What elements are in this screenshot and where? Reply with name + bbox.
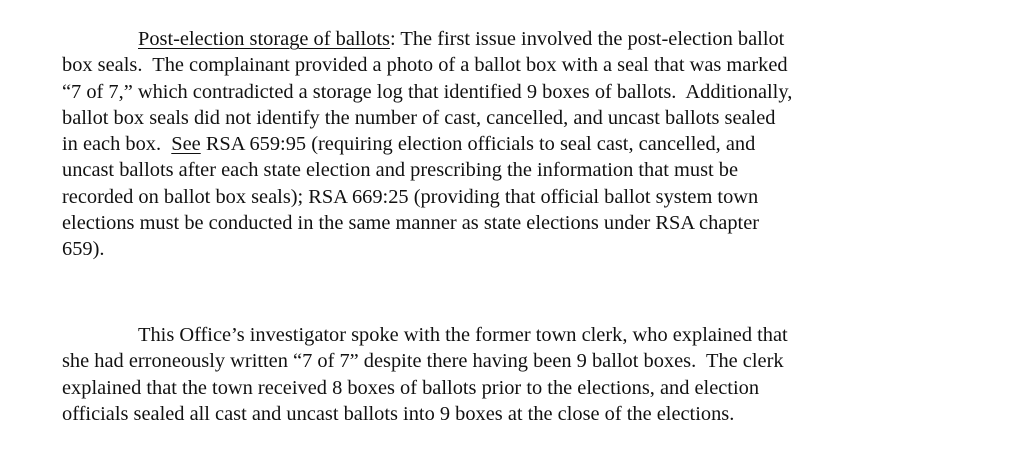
text-line: “7 of 7,” which contradicted a storage log that identified 9 boxes of ballots. Additionally, <box>62 80 793 103</box>
text-line: uncast ballots after each state election and prescribing the information that must be <box>62 159 739 182</box>
text-line: box seals. The complainant provided a photo of a ballot box with a seal that was marked <box>62 54 788 77</box>
text-line: she had erroneously written “7 of 7” despite there having been 9 ballot boxes. The clerk <box>62 350 784 373</box>
text-line: Post-election storage of ballots: The first issue involved the post-election ballot <box>138 28 785 50</box>
citation-signal-see: See <box>171 133 201 156</box>
paragraph-post-election-storage <box>62 26 962 263</box>
paragraph-investigator-findings <box>62 322 962 427</box>
text-line: elections must be conducted in the same manner as state elections under RSA chapter <box>62 212 760 235</box>
text-line: This Office’s investigator spoke with the former town clerk, who explained that <box>138 324 788 346</box>
text-line: 659). <box>62 238 105 261</box>
text-line: in each box. See RSA 659:95 (requiring election officials to seal cast, cancelled, and <box>62 133 756 156</box>
text-line: ballot box seals did not identify the number of cast, cancelled, and uncast ballots sealed <box>62 106 776 129</box>
text-line: officials sealed all cast and uncast ballots into 9 boxes at the close of the elections. <box>62 402 735 425</box>
text-line: recorded on ballot box seals); RSA 669:25 (providing that official ballot system town <box>62 185 759 208</box>
section-heading: Post-election storage of ballots <box>138 28 390 50</box>
text-line: explained that the town received 8 boxes of ballots prior to the elections, and election <box>62 376 760 399</box>
